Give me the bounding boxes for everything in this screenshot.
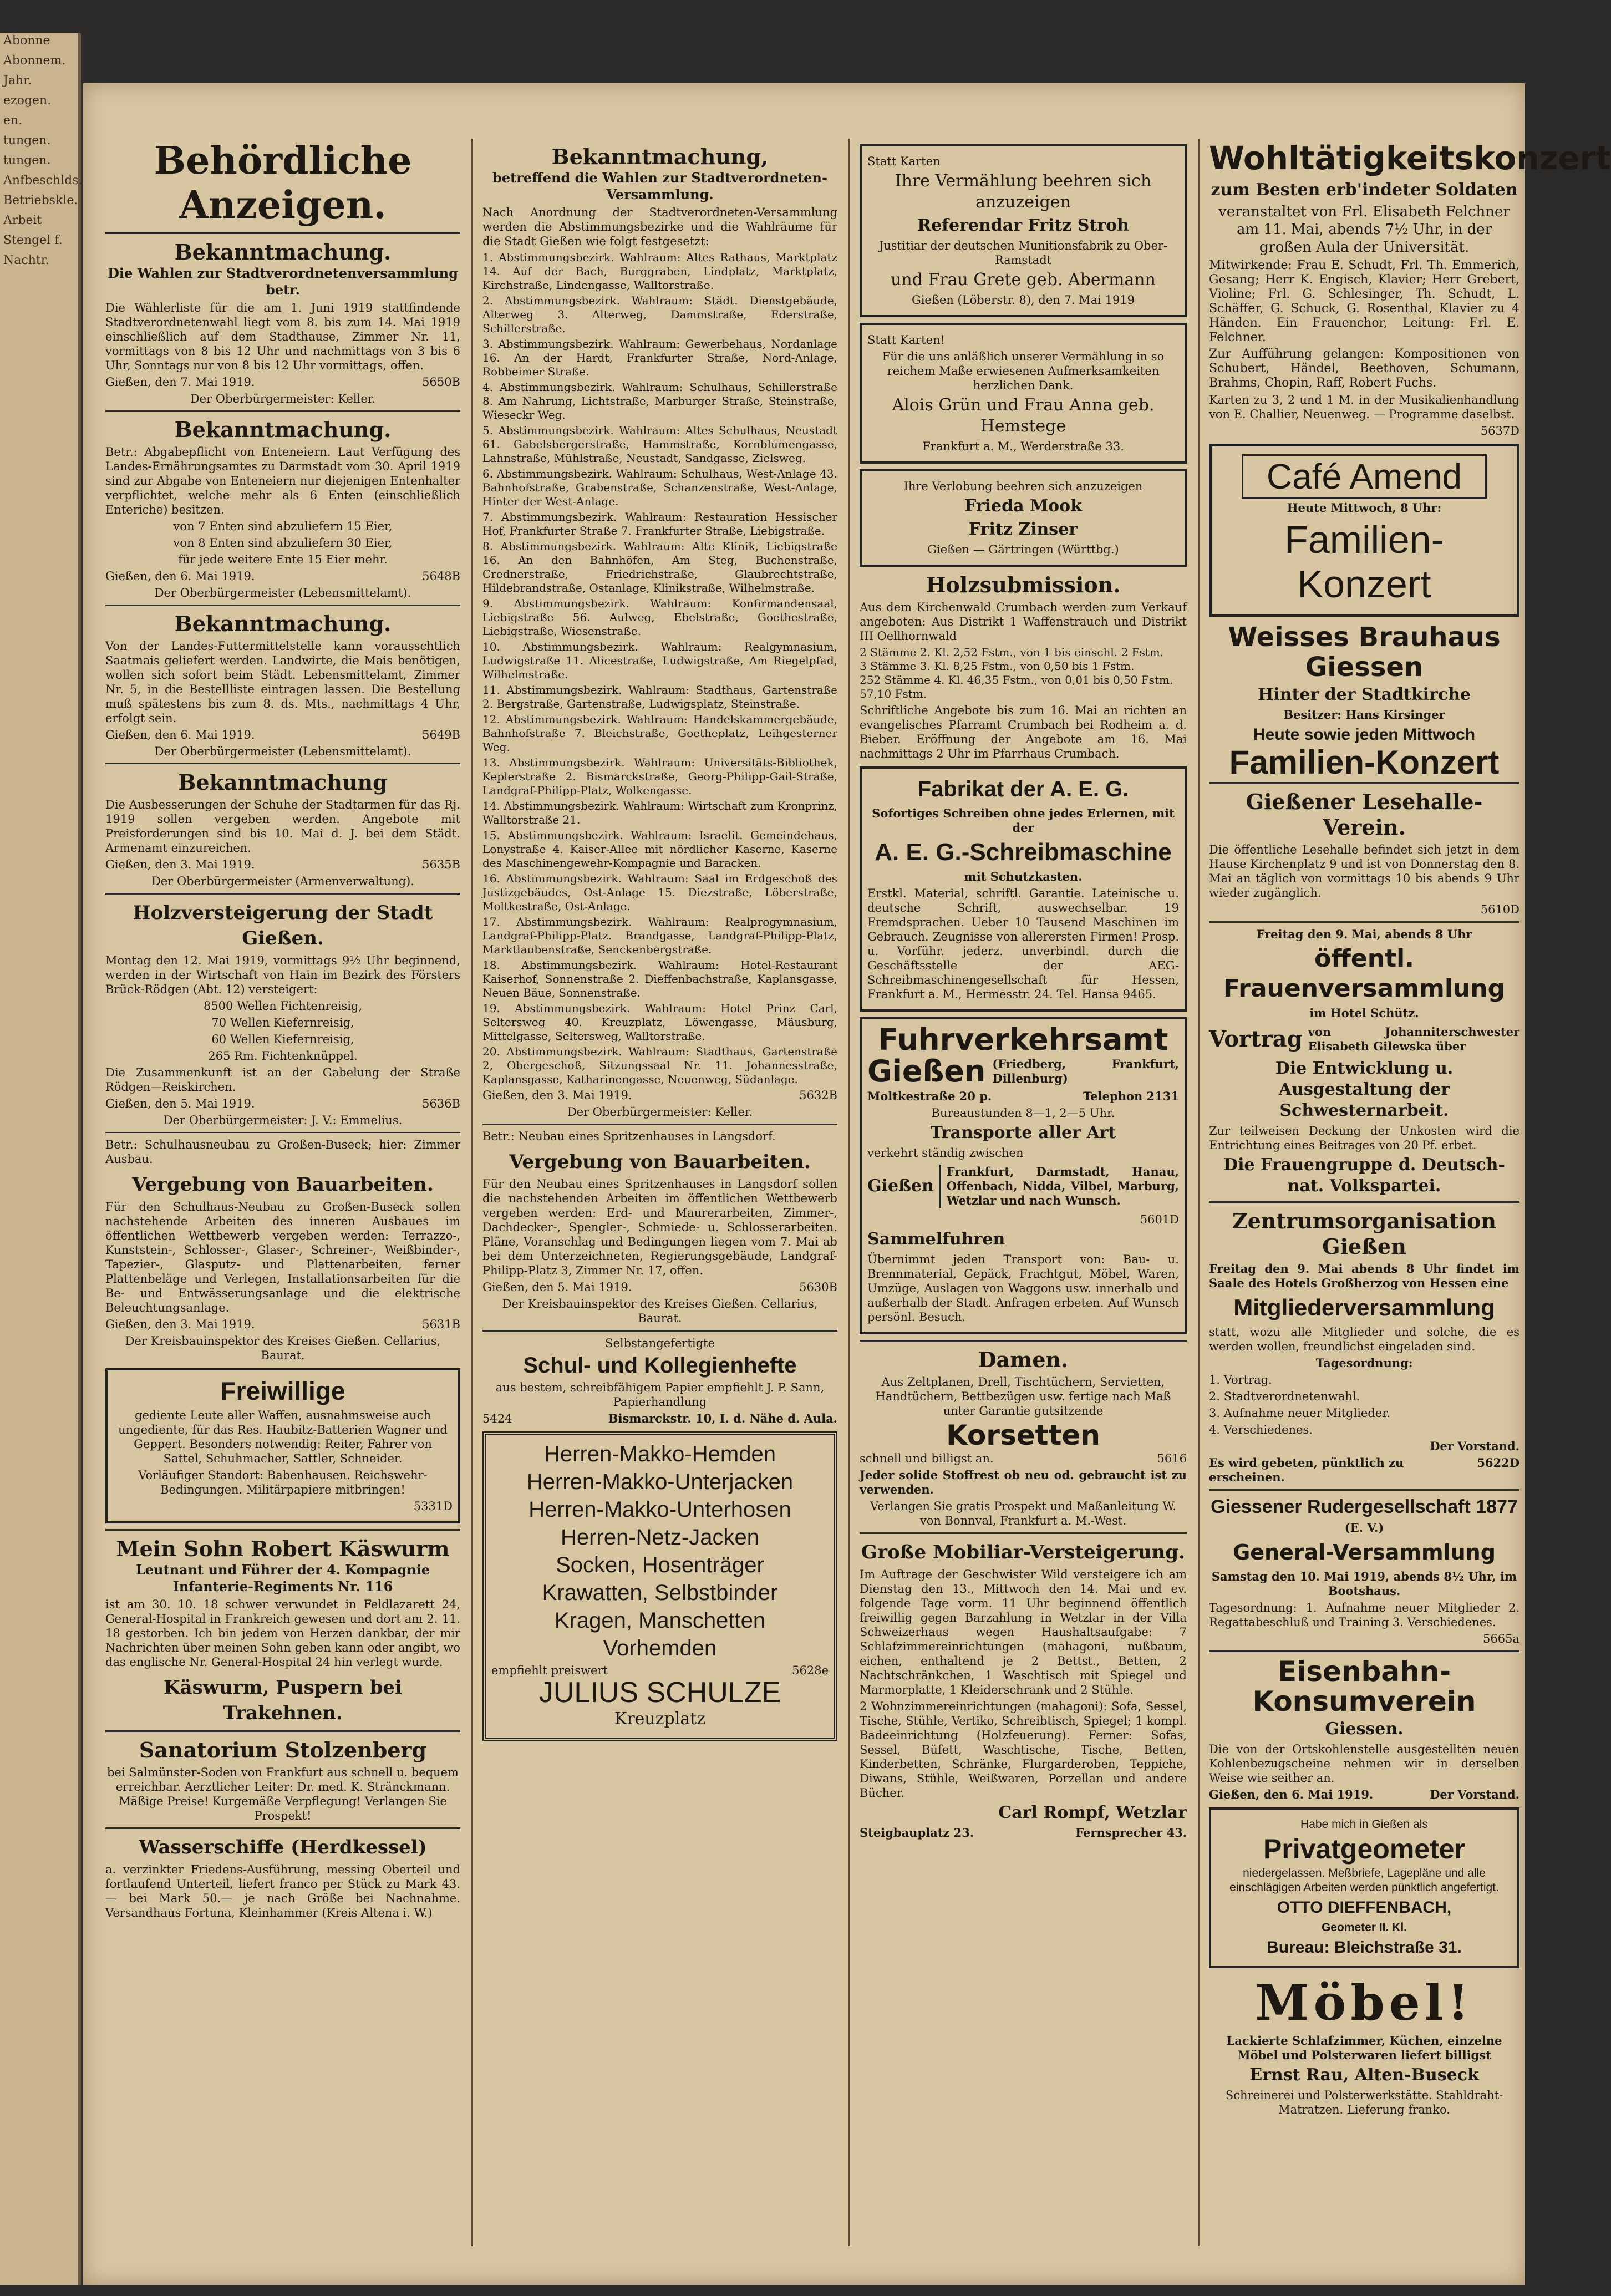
notice-name: Referendar Fritz Stroh — [917, 216, 1129, 235]
ad-organizer: Die Frauengruppe d. Deutsch-nat. Volkspartei. — [1223, 1155, 1505, 1196]
notice-date-line: Gießen, den 6. Mai 1919. 5649B — [105, 728, 460, 741]
timber-row: 252 Stämme 4. Kl. 46,35 Fstm., von 0,01 bis 0,50 Fstm. — [860, 673, 1173, 687]
ad-address: Bureau: Bleichstraße 31. — [1267, 1938, 1462, 1957]
fragment-text: Arbeit — [3, 214, 42, 227]
notice-signature: Der Oberbürgermeister (Lebensmittelamt). — [154, 586, 411, 600]
ad-address-line: 5424 Bismarckstr. 10, I. d. Nähe d. Aula. — [482, 1411, 837, 1425]
ad-title: Sanatorium Stolzenberg — [139, 1738, 427, 1762]
ad-subtitle: zum Besten erb'indeter Soldaten — [1211, 180, 1518, 200]
product-line: Herren-Makko-Unterjacken — [526, 1470, 794, 1494]
timber-row: 2 Stämme 2. Kl. 2,52 Fstm., von 1 bis einschl. 2 Fstm. — [860, 646, 1164, 659]
notice-text: Montag den 12. Mai 1919, vormittags 9½ Uhr beginnend, werden in der Wirtschaft von Hain im Bezirk des Försters Brück-Rödgen (Abt. 12) versteigert: — [105, 954, 460, 996]
fragment-text: Stengel f. — [3, 233, 63, 247]
divider — [482, 1330, 837, 1332]
ad-text: verkehrt ständig zwischen — [867, 1146, 1024, 1160]
district-item: 4. Abstimmungsbezirk. Wahlraum: Schulhaus, Schillerstraße 8. Am Nahrung, Lichtstraße, Marburger Straße, Steinstraße, Wieseckr Weg. — [482, 380, 837, 421]
ad-text: Samstag den 10. Mai 1919, abends 8½ Uhr, im Bootshaus. — [1211, 1569, 1517, 1598]
notice-heading: Holzsubmission. — [926, 572, 1121, 597]
ad-subtitle: (E. V.) — [1344, 1521, 1384, 1535]
fragment-text: ezogen. — [3, 94, 52, 108]
ad-title-row: Gießen (Friedberg, Frankfurt, Dillenburg) — [867, 1054, 1179, 1089]
column-2 — [482, 139, 837, 2257]
notice-small-head: Statt Karten — [867, 155, 941, 168]
ad-text: Karten zu 3, 2 und 1 M. in der Musikalienhandlung von E. Challier, Neuenweg. — Programme daselbst. — [1209, 393, 1519, 421]
notice-heading: Bekanntmachung, — [551, 144, 769, 169]
ad-address: Kreuzplatz — [614, 1709, 706, 1729]
notice-small-head: Statt Karten! — [867, 333, 945, 347]
district-item: 16. Abstimmungsbezirk. Wahlraum: Saal im Erdgeschoß des Justizgebäudes, Ost-Anlage 15. Diezstraße, Löberstraße, Moltkestraße, Ost-Anlage. — [482, 872, 837, 913]
notice-text: Aus dem Kirchenwald Crumbach werden zum Verkauf angeboten: Aus Distrikt 1 Waffenstrauch und Distrikt III Oellhornwald — [860, 601, 1187, 643]
product-line: Herren-Netz-Jacken — [561, 1525, 759, 1550]
agenda-item: 1. Vortrag. — [1209, 1373, 1272, 1386]
notice-text: Für den Neubau eines Spritzenhauses in Langsdorf sollen die nachstehenden Arbeiten im öffentlichen Wettbewerb vergeben werden: Erd- und Maurerarbeiten, Zimmer-, Dachdecker-, Spengler-, Schmiede- u. Schlosserarbeiten. Pläne, Voranschlag und Bedingungen liegen vom 7. Mai ab bei dem Unterzeichneten, Regierungsgebäude, Landgraf-Philipp-Platz 3, Zimmer Nr. 17, offen. — [482, 1177, 837, 1277]
ad-text: Schreinerei und Polsterwerkstätte. Stahldraht-Matratzen. Lieferung franko. — [1225, 2089, 1503, 2116]
district-list — [482, 251, 837, 1086]
notice-subheading: Die Wahlen zur Stadtverordnetenversammlung betr. — [108, 265, 458, 298]
ad-subtitle: Sofortiges Schreiben ohne jedes Erlernen, mit der — [872, 806, 1175, 835]
notice-name: Frieda Mook — [964, 496, 1082, 516]
district-item: 13. Abstimmungsbezirk. Wahlraum: Universitäts-Bibliothek, Keplerstraße 2. Bismarckstraße, Georg-Philipp-Gail-Straße, Landgraf-Philipp-Platz, Wolkengasse. — [482, 756, 837, 797]
notice-heading: Vergebung von Bauarbeiten. — [509, 1151, 811, 1173]
notice-signature: Der Oberbürgermeister: Keller. — [190, 392, 376, 405]
timber-total: 57,10 Fstm. — [860, 687, 927, 700]
notice-text: Betr.: Abgabepflicht von Enteneiern. Laut Verfügung des Landes-Ernährungsamtes zu Darmstadt vom 30. April 1919 sind zur Abgabe von Enteneiern nur diejenigen Entenhalter verpflichtet, welche mehr als 6 Enten (einschließlich Enteriche) besitzen. — [105, 445, 460, 516]
notice-date-line: Gießen, den 3. Mai 1919. 5635B — [105, 858, 460, 871]
ad-title: Wasserschiffe (Herdkessel) — [139, 1836, 427, 1858]
notice-date-line: Gießen, den 5. Mai 1919. 5636B — [105, 1097, 460, 1110]
divider — [105, 410, 460, 412]
divider — [105, 605, 460, 606]
divider — [105, 1529, 460, 1531]
district-item: 11. Abstimmungsbezirk. Wahlraum: Stadthaus, Gartenstraße 2. Bergstraße, Gartenstraße, Ludwigsplatz, Steinstraße. — [482, 683, 837, 710]
divider — [105, 893, 460, 895]
ad-code: 5601D — [1140, 1213, 1179, 1226]
ad-code: 5637D — [1480, 424, 1519, 438]
ad-text: Vorläufiger Standort: Babenhausen. Reichswehr-Bedingungen. Militärpapiere mitbringen! — [138, 1469, 428, 1496]
fragment-text: tungen. — [3, 134, 51, 148]
notice-text: 2 Wohnzimmereinrichtungen (mahagoni): Sofa, Sessel, Tische, Stühle, Vertiko, Schreibtisch, Spiegel; 1 kompl. Badeeinrichtung (Holzfeuerung). Ferner: Sofas, Sessel, Büfett, Waschtische, Tische, Betten, Kinderbetten, Schränke, Flurgarderoben, Teppiche, Diwans, Stühle, Weißwaren, Porzellan und andere Bücher. — [860, 1700, 1187, 1800]
agenda-item: 2. Stadtverordnetenwahl. — [1209, 1390, 1360, 1403]
column-3 — [860, 139, 1187, 2257]
fragment-text: Betriebskle. — [3, 194, 78, 207]
notice-date-line: Gießen, den 6. Mai 1919. 5648B — [105, 570, 460, 583]
ad-aeg — [860, 766, 1187, 1012]
district-item: 19. Abstimmungsbezirk. Wahlraum: Hotel Prinz Carl, Seltersweg 40. Kreuzplatz, Löwengasse, Mäusburg, Mittelgasse, Seltersweg, Walltorstraße. — [482, 1002, 837, 1043]
ad-title: Schul- und Kollegienhefte — [523, 1353, 797, 1378]
ad-text: Die von der Ortskohlenstelle ausgestellten neuen Kohlenbezugscheine nehmen wir in derselben Weise wie seither an. — [1209, 1743, 1519, 1785]
notice-signature: Carl Rompf, Wetzlar — [998, 1803, 1187, 1822]
notice-heading: Bekanntmachung. — [174, 417, 392, 442]
divider — [1209, 1650, 1519, 1652]
ad-title: Mitgliederversammlung — [1233, 1294, 1495, 1320]
notice-signature: Der Kreisbauinspektor des Kreises Gießen. Cellarius, Baurat. — [125, 1334, 441, 1362]
ad-line: Heute Mittwoch, 8 Uhr: — [1287, 501, 1442, 515]
ad-text: bei Salmünster-Soden von Frankfurt aus schnell u. bequem erreichbar. Aerztlicher Leiter: Dr. med. K. Stränckmann. Mäßige Preise! Kurgemäße Verpflegung! Verlangen Sie Prospekt! — [107, 1766, 459, 1822]
ad-topic: Die Entwicklung u. Ausgestaltung der Schwesternarbeit. — [1275, 1059, 1454, 1120]
ad-title: Käswurm, Puspern bei Trakehnen. — [164, 1677, 402, 1724]
ad-title: Mein Sohn Robert Käswurm — [116, 1536, 450, 1561]
ad-text: ist am 30. 10. 18 schwer verwundet in Feldlazarett 24, General-Hospital in Frankreich gewesen und dort am 2. 11. 18 gestorben. Ich bin jedem von Herzen dankbar, der mir Nachrichten über meinen Sohn geben kann oder angibt, wo das englische Nr. General-Hospital 24 hin verlegt wurde. — [105, 1598, 460, 1669]
notice-line: Für die uns anläßlich unserer Vermählung in so reichem Maße erwiesenen Aufmerksamkeiten herzlichen Dank. — [882, 350, 1165, 392]
product-line: Krawatten, Selbstbinder — [542, 1581, 778, 1605]
ad-heading: Sammelfuhren — [867, 1230, 1005, 1249]
ad-code: 5331D — [413, 1500, 453, 1513]
ad-title: Weisses Brauhaus Giessen — [1228, 622, 1501, 683]
ad-signature: Der Vorstand. — [1430, 1439, 1519, 1453]
auction-item: 70 Wellen Kiefernreisig, — [211, 1016, 354, 1029]
notice-line: Gießen — Gärtringen (Württbg.) — [927, 543, 1119, 556]
ad-title: A. E. G.-Schreibmaschine — [875, 839, 1172, 866]
ad-title: Familien-Konzert — [1284, 518, 1444, 606]
ad-place: im Hotel Schütz. — [1309, 1006, 1419, 1020]
fragment-text: tungen. — [3, 154, 51, 167]
district-item: 3. Abstimmungsbezirk. Wahlraum: Gewerbehaus, Nordanlage 16. An der Hardt, Frankfurter Straße, Nord-Anlage, Robbeimer Straße. — [482, 337, 837, 378]
notice-text: Die Wählerliste für die am 1. Juni 1919 stattfindende Stadtverordnetenwahl liegt vom 8. bis zum 14. Mai 1919 einschließlich auf dem Stadthause, Zimmer Nr. 11, vormittags von 8 bis 12 Uhr und nachmittags von 3 bis 6 Uhr, Sonntags nur von 8 bis 12 Uhr vormittags, offen. — [105, 301, 460, 372]
fragment-text: Jahr. — [3, 74, 32, 88]
district-item: 5. Abstimmungsbezirk. Wahlraum: Altes Schulhaus, Neustadt 61. Gabelsbergerstraße, Hammstraße, Kornblumengasse, Lahnstraße, Mühlstraße, Neustadt, Sandgasse, Zielsweg. — [482, 424, 837, 465]
ad-owner: Besitzer: Hans Kirsinger — [1283, 708, 1445, 722]
notice-line: Ihre Verlobung beehren sich anzuzeigen — [903, 480, 1143, 493]
divider — [105, 1132, 460, 1133]
previous-page-edge — [0, 33, 81, 2285]
notice-rule: von 8 Enten sind abzuliefern 30 Eier, — [173, 536, 393, 550]
product-line: Herren-Makko-Hemden — [544, 1442, 776, 1466]
ad-note: Es wird gebeten, pünktlich zu erscheinen. 5622D — [1209, 1456, 1519, 1484]
fragment-text: Anfbeschlds. — [3, 174, 83, 187]
ad-small-line: empfiehlt preiswert 5628e — [491, 1664, 829, 1677]
ad-text: Erstkl. Material, schriftl. Garantie. Lateinische u. deutsche Schrift, auswechselbar. 19 Fremdsprachen. Ueber 10 Tausend Maschinen im Gebrauch. Zeugnisse von allerersten Firmen! Prosp. u. Vorführ. jederz. unverbindl. durch die Geschäftsstelle der AEG-Schreibmaschinengesellschaft für Hessen, Frankfurt a. M., Hermesstr. 24. Tel. Hansa 9465. — [867, 887, 1179, 1001]
divider — [860, 1532, 1187, 1534]
product-line: Kragen, Manschetten — [554, 1608, 766, 1633]
route-block: Gießen Frankfurt, Darmstadt, Hanau, Offenbach, Nidda, Vilbel, Marburg, Wetzlar und nach Wunsch. — [867, 1165, 1179, 1207]
ad-name: OTTO DIEFFENBACH, — [1277, 1898, 1452, 1917]
ad-title: Fuhrverkehrsamt — [878, 1022, 1168, 1057]
ad-title: Zentrumsorganisation Gießen — [1232, 1208, 1496, 1259]
ad-text: aus bestem, schreibfähigem Papier empfiehlt J. P. Sann, Papierhandlung — [495, 1381, 825, 1409]
notice-name: Alois Grün und Frau Anna geb. Hemstege — [892, 395, 1155, 436]
ad-julius-schulze — [482, 1431, 837, 1741]
ad-title: Möbel! — [1255, 1974, 1473, 2031]
ad-subtitle: Leutnant und Führer der 4. Kompagnie Infanterie-Regiments Nr. 116 — [135, 1562, 430, 1594]
timber-row: 3 Stämme 3. Kl. 8,25 Fstm., von 0,50 bis 1 Fstm. — [860, 659, 1135, 673]
notice-name: Fritz Zinser — [968, 520, 1078, 539]
notice-rule: von 7 Enten sind abzuliefern 15 Eier, — [173, 520, 393, 533]
notice-name: und Frau Grete geb. Abermann — [891, 270, 1156, 289]
notice-signature: Der Oberbürgermeister: J. V.: Emmelius. — [163, 1114, 403, 1127]
fragment-text: Abonnem. — [3, 54, 66, 68]
divider — [482, 1124, 837, 1125]
notice-date-line: Gießen, den 3. Mai 1919. 5632B — [482, 1089, 837, 1102]
agenda-heading: Tagesordnung: — [1315, 1356, 1413, 1370]
notice-signature: Der Kreisbauinspektor des Kreises Gießen. Cellarius, Baurat. — [502, 1297, 818, 1325]
ad-text: veranstaltet von Frl. Elisabeth Felchner am 11. Mai, abends 7½ Uhr, in der großen Aula der Universität. — [1218, 204, 1510, 256]
ad-title: Privatgeometer — [1263, 1833, 1466, 1865]
product-line: Vorhemden — [603, 1636, 717, 1660]
notice-subject: Betr.: Neubau eines Spritzenhauses in Langsdorf. — [482, 1130, 776, 1143]
ad-title: Giessener Rudergesellschaft 1877 — [1211, 1496, 1518, 1517]
notice-heading: Bekanntmachung. — [174, 611, 392, 636]
ad-title: Freiwillige — [220, 1376, 345, 1405]
ad-fuhrverkehrsamt — [860, 1017, 1187, 1334]
ad-text: Tagesordnung: 1. Aufnahme neuer Mitglieder 2. Regattabeschluß und Training 3. Verschiedenes. — [1209, 1601, 1519, 1629]
product-line: Herren-Makko-Unterhosen — [528, 1497, 791, 1522]
notice-date-line: Gießen, den 3. Mai 1919. 5631B — [105, 1318, 460, 1331]
column-rule — [471, 139, 473, 2246]
notice-line: Ihre Vermählung beehren sich anzuzeigen — [895, 171, 1152, 212]
ad-merchant-name: JULIUS SCHULZE — [538, 1677, 781, 1709]
divider — [1209, 1489, 1519, 1491]
ad-subtitle: mit Schutzkasten. — [964, 870, 1083, 883]
engagement-notice — [860, 469, 1187, 567]
ad-text: Freitag den 9. Mai abends 8 Uhr findet im Saale des Hotels Großherzog von Hessen eine — [1209, 1262, 1519, 1290]
ad-text: Die öffentliche Lesehalle befindet sich jetzt in dem Hause Kirchenplatz 9 und ist von Donnerstag den 8. Mai an täglich von vormittags 10 bis abends 9 Uhr wieder zugänglich. — [1209, 843, 1519, 900]
notice-date-line: Gießen, den 7. Mai 1919. 5650B — [105, 375, 460, 389]
notice-text: Nach Anordnung der Stadtverordneten-Versammlung werden die Abstimmungsbezirke und die Wahlräume für die Stadt Gießen wie folgt festgesetzt: — [482, 206, 837, 248]
ad-title: Fabrikat der A. E. G. — [917, 777, 1129, 801]
ad-code: 5665a — [1483, 1632, 1519, 1645]
notice-line: Frankfurt a. M., Werderstraße 33. — [922, 440, 1124, 453]
notice-heading: Große Mobiliar-Versteigerung. — [861, 1541, 1185, 1563]
district-item: 10. Abstimmungsbezirk. Wahlraum: Realgymnasium, Ludwigstraße 11. Alicestraße, Ludwigstraße, Am Riegelpfad, Wilhelmstraße. — [482, 640, 837, 681]
ad-address-line: Moltkestraße 20 p. Telephon 2131 — [867, 1089, 1179, 1103]
notice-heading: Bekanntmachung. — [174, 240, 392, 265]
ad-title: öffentl. Frauenversammlung — [1223, 944, 1506, 1003]
ad-text: Aus Zeltplanen, Drell, Tischtüchern, Servietten, Handtüchern, Bettbezügen usw. fertige nach Maß unter Garantie gutsitzende — [875, 1375, 1171, 1418]
column-4 — [1209, 139, 1611, 2257]
ad-text: Zur teilweisen Deckung der Unkosten wird die Entrichtung eines Beitrages von 20 Pf. erbet. — [1209, 1124, 1519, 1152]
district-item: 2. Abstimmungsbezirk. Wahlraum: Städt. Dienstgebäude, Alterweg 3. Alterweg, Dammstraße, Ederstraße, Schillerstraße. — [482, 294, 837, 335]
column-rule — [1198, 139, 1200, 2246]
product-line: Socken, Hosenträger — [556, 1553, 764, 1577]
ad-signature: Gießen, den 6. Mai 1919. Der Vorstand. — [1209, 1787, 1519, 1801]
ad-subtitle: Giessen. — [1325, 1719, 1404, 1739]
agenda-item: 4. Verschiedenes. — [1209, 1423, 1313, 1436]
divider — [105, 1827, 460, 1829]
cafe-name: Café Amend — [1242, 454, 1487, 499]
ad-title: Familien-Konzert — [1229, 744, 1500, 781]
ad-cafe-amend — [1209, 444, 1519, 617]
divider — [1209, 921, 1519, 923]
agenda-item: 3. Aufnahme neuer Mitglieder. — [1209, 1406, 1390, 1420]
ad-text: Jeder solide Stoffrest ob neu od. gebraucht ist zu verwenden. — [860, 1468, 1187, 1496]
notice-text: Für den Schulhaus-Neubau zu Großen-Buseck sollen nachstehende Arbeiten des inneren Ausbaues im öffentlichen Wettbewerb vergeben werden: Terrazzo-, Kunststein-, Schlosser-, Glaser-, Schreiner-, Weißbinder-, Tapezier-, Glasputz- und Plattenarbeiten, ferner Plattenbeläge und Verlegen, Installationsarbeiten für die Be- und Entwässerungsanlage und die elektrische Beleuchtungsanlage. — [105, 1200, 460, 1314]
district-item: 14. Abstimmungsbezirk. Wahlraum: Wirtschaft zum Kronprinz, Walltorstraße 21. — [482, 799, 837, 826]
ad-text: Verlangen Sie gratis Prospekt und Maßanleitung W. von Bonnval, Frankfurt a. M.-West. — [870, 1500, 1176, 1527]
ad-line: Freitag den 9. Mai, abends 8 Uhr — [1256, 927, 1472, 941]
ad-text: niedergelassen. Meßbriefe, Lagepläne und alle einschlägigen Arbeiten werden pünktlich angefertigt. — [1229, 1867, 1499, 1894]
ad-subtitle: Geometer II. Kl. — [1321, 1921, 1407, 1934]
divider — [1209, 782, 1519, 784]
notice-rule: für jede weitere Ente 15 Eier mehr. — [178, 553, 388, 566]
ad-name: Ernst Rau, Alten-Buseck — [1249, 2065, 1479, 2085]
ad-title: General-Versammlung — [1233, 1540, 1496, 1564]
auction-item: 8500 Wellen Fichtenreisig, — [203, 999, 363, 1013]
ad-heading: Transporte aller Art — [930, 1123, 1116, 1142]
column-rule — [848, 139, 850, 2246]
notice-line: Gießen (Löberstr. 8), den 7. Mai 1919 — [911, 293, 1135, 307]
district-item: 6. Abstimmungsbezirk. Wahlraum: Schulhaus, West-Anlage 43. Bahnhofstraße, Grabenstraße, Schanzenstraße, West-Anlage, Hinter der West-Anlage. — [482, 467, 837, 508]
ad-title: Korsetten — [946, 1419, 1100, 1451]
ad-line: Habe mich in Gießen als — [1300, 1818, 1428, 1831]
ad-text: a. verzinkter Friedens-Ausführung, messing Oberteil und fortlaufend Unterteil, liefert franco per Stück zu Mark 43.— bei Mark 50.— je nach Größe bei Nachnahme. Versandhaus Fortuna, Kleinhammer (Kreis Altena i. W.) — [105, 1863, 460, 1919]
ad-small: Selbstangefertigte — [605, 1337, 715, 1350]
notice-heading: Holzversteigerung der Stadt Gießen. — [133, 902, 433, 949]
notice-signature: Der Oberbürgermeister (Armenverwaltung). — [151, 875, 415, 888]
notice-text: Im Auftrage der Geschwister Wild versteigere ich am Dienstag den 13., Mittwoch den 14. Mai und ev. folgende Tage vorm. 11 Uhr beginnend öffentlich freiwillig gegen Barzahlung in Wetzlar in der Villa Schweizerhaus wegen Haushaltsaufgabe: 7 Schlafzimmereinrichtungen (mahagoni, nußbaum, eichen, enthaltend je 2 Bettst., Betten, 2 Nachtschränkchen, 1 Waschtisch mit Spiegel und Marmorplatte, 1 Kleiderschrank und 2 Stühle. — [860, 1568, 1187, 1696]
notice-signature: Der Oberbürgermeister: Keller. — [567, 1105, 753, 1119]
ad-title: Gießener Lesehalle-Verein. — [1246, 789, 1483, 840]
district-item: 15. Abstimmungsbezirk. Wahlraum: Israelit. Gemeindehaus, Lonystraße 4. Kaiser-Allee mit nördlicher Kaserne, Kaserne des Maschinengewehr-Kompagnie und Baracken. — [482, 829, 837, 870]
notice-text: Von der Landes-Futtermittelstelle kann vorausschtlich Saatmais geliefert werden. Landwirte, die Mais benötigen, wollen sich sofort beim Städt. Lebensmittelamt, Zimmer Nr. 5, in die Bestellliste eintragen lassen. Die Bestellung muß spätestens bis zum 8. ds. Mts., nachmittags 4 Uhr, erfolgt sein. — [105, 639, 460, 725]
notice-text: Die Ausbesserungen der Schuhe der Stadtarmen für das Rj. 1919 sollen vergeben werden. Angebote mit Preisforderungen sind bis 10. Mai d. J. bei dem Städt. Armenamt einzureichen. — [105, 798, 460, 855]
ad-title: Eisenbahn-Konsumverein — [1252, 1655, 1476, 1718]
ad-freiwillige — [105, 1368, 460, 1523]
section-title: Behördliche Anzeigen. — [105, 139, 460, 234]
fragment-text: Nachtr. — [3, 253, 49, 267]
fragment-text: Abonne — [3, 34, 50, 48]
notice-text: Die Zusammenkunft ist an der Gabelung der Straße Rödgen—Reiskirchen. — [105, 1066, 460, 1094]
ad-title: Damen. — [978, 1347, 1069, 1372]
district-item: 1. Abstimmungsbezirk. Wahlraum: Altes Rathaus, Marktplatz 14. Auf der Bach, Burggraben, Lindplatz, Marktplatz, Kirchstraße, Lindengasse, Walltorstraße. — [482, 251, 837, 292]
column-1 — [105, 139, 460, 2257]
notice-text: Schriftliche Angebote bis zum 16. Mai an richten an evangelisches Pfarramt Crumbach bei Rodheim a. d. Bieber. Eröffnung der Angebote am 16. Mai nachmittags 2 Uhr im Pfarrhaus Crumbach. — [860, 704, 1187, 760]
ad-line: Heute sowie jeden Mittwoch — [1253, 725, 1476, 744]
ad-text: statt, wozu alle Mitglieder und solche, die es werden wollen, freundlichst eingeladen sind. — [1209, 1325, 1519, 1353]
district-item: 8. Abstimmungsbezirk. Wahlraum: Alte Klinik, Liebigstraße 16. An den Bahnhöfen, Am Steg, Buchenstraße, Crednerstraße, Friedrichstraße, Glaubrechtstraße, Hildebrandstraße, Ostanlage, Klinikstraße, Wilhelmstraße. — [482, 540, 837, 595]
district-item: 12. Abstimmungsbezirk. Wahlraum: Handelskammergebäude, Bahnhofstraße 7. Bleichstraße, Goetheplatz, Leihgesterner Weg. — [482, 713, 837, 754]
notice-subject: Betr.: Schulhausneubau zu Großen-Buseck; hier: Zimmer Ausbau. — [105, 1138, 460, 1166]
divider — [1209, 1201, 1519, 1203]
notice-date-line: Gießen, den 5. Mai 1919. 5630B — [482, 1281, 837, 1294]
district-item: 7. Abstimmungsbezirk. Wahlraum: Restauration Hessischer Hof, Frankfurter Straße 7. Frankfurter Straße, Liebigstraße. — [482, 510, 837, 537]
ad-text: Zur Aufführung gelangen: Kompositionen von Schubert, Händel, Beethoven, Schumann, Brahms, Chopin, Raff, Robert Fuchs. — [1209, 347, 1519, 390]
notice-line: Justitiar der deutschen Munitionsfabrik zu Ober-Ramstadt — [878, 239, 1168, 267]
ad-text: gediente Leute aller Waffen, ausnahmsweise auch ungediente, für das Res. Haubitz-Batterien Wagner und Geppert. Besonders notwendig: Reiter, Fahrer von Sattel, Schuhmacher, Sattler, Schneider. — [118, 1409, 448, 1465]
district-item: 18. Abstimmungsbezirk. Wahlraum: Hotel-Restaurant Kaiserhof, Sonnenstraße 2. Dieffenbachstraße, Kaplansgasse, Neuen Bäue, Sonnenstraße. — [482, 958, 837, 999]
divider — [860, 1340, 1187, 1342]
divider — [105, 763, 460, 764]
ad-hours: Bureaustunden 8—1, 2—5 Uhr. — [931, 1106, 1115, 1120]
ad-code: 5610D — [1480, 903, 1519, 916]
ad-text: Übernimmt jeden Transport von: Bau- u. Brennmaterial, Gepäck, Frachtgut, Möbel, Waren, Umzüge, Auslagen von Waggons usw. innerhalb und außerhalb der Stadt. Anfragen erbeten. Auf Wunsch persönl. Besuch. — [867, 1253, 1179, 1324]
district-item: 20. Abstimmungsbezirk. Wahlraum: Stadthaus, Gartenstraße 2, Obergeschoß, Sitzungssaal Nr. 11. Johannesstraße, Kaplansgasse, Katharinengasse, Neuenweg, Südanlage. — [482, 1045, 837, 1086]
notice-signature: Der Oberbürgermeister (Lebensmittelamt). — [154, 745, 411, 758]
ad-text: Mitwirkende: Frau E. Schudt, Frl. Th. Emmerich, Gesang; Herr K. Engisch, Klavier; Herr Grebert, Violine; Frl. G. Schlesinger, Th. Schudt, L. Schäffer, G. Schuck, G. Rosenthal, Klavier zu 4 Händen. Ein Frauenchor, Leitung: Frl. E. Felchner. — [1209, 258, 1519, 344]
ad-line: schnell und billigst an. 5616 — [860, 1452, 1187, 1465]
ad-title: Wohltätigkeitskonzert — [1209, 139, 1611, 177]
auction-item: 265 Rm. Fichtenknüppel. — [208, 1049, 358, 1063]
lecture-row: Vortrag von Johanniterschwester Elisabeth Gilewska über — [1209, 1025, 1519, 1053]
notice-heading: Bekanntmachung — [178, 770, 388, 795]
notice-address: Steigbauplatz 23. Fernsprecher 43. — [860, 1826, 1187, 1840]
auction-item: 60 Wellen Kiefernreisig, — [211, 1033, 354, 1046]
district-item: 17. Abstimmungsbezirk. Wahlraum: Realprogymnasium, Landgraf-Philipp-Platz. Brandgasse, Landgraf-Philipp-Platz, Marktlaubenstraße, Senckenbergstraße. — [482, 915, 837, 956]
ad-privatgeometer — [1209, 1807, 1519, 1968]
ad-subtitle: Hinter der Stadtkirche — [1257, 685, 1471, 704]
notice-subheading: betreffend die Wahlen zur Stadtverordneten-Versammlung. — [492, 170, 827, 202]
newspaper-page — [83, 83, 1611, 2285]
ad-text: Lackierte Schlafzimmer, Küchen, einzelne Möbel und Polsterwaren liefert billigst — [1226, 2034, 1502, 2062]
divider — [105, 1730, 460, 1732]
district-item: 9. Abstimmungsbezirk. Wahlraum: Konfirmandensaal, Liebigstraße 56. Aulweg, Ebelstraße, Goethestraße, Liebigstraße, Wiesenstraße. — [482, 597, 837, 638]
notice-heading: Vergebung von Bauarbeiten. — [132, 1174, 434, 1196]
wedding-notice — [860, 144, 1187, 317]
thanks-notice — [860, 323, 1187, 464]
fragment-text: en. — [3, 114, 23, 128]
